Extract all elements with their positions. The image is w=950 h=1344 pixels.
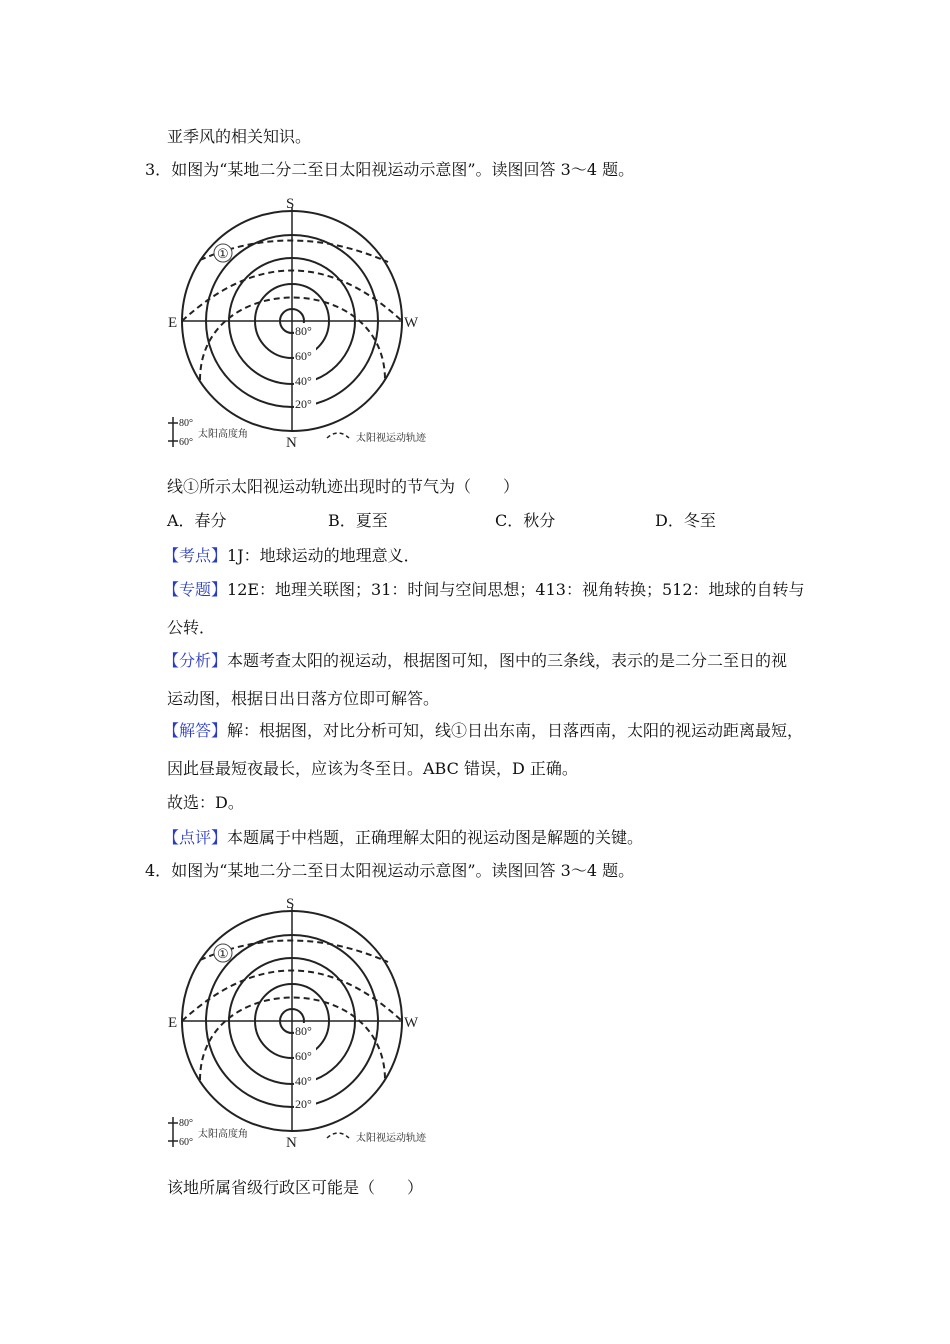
svg-text:60°: 60° <box>295 349 312 363</box>
option-c: C．秋分 <box>495 511 556 530</box>
svg-text:20°: 20° <box>295 1097 312 1111</box>
svg-text:S: S <box>286 196 295 212</box>
svg-text:80°: 80° <box>295 1024 312 1038</box>
svg-text:S: S <box>286 896 295 912</box>
svg-text:①: ① <box>217 246 229 261</box>
svg-text:N: N <box>286 1135 297 1151</box>
prev-text: 亚季风的相关知识。 <box>167 127 312 146</box>
svg-text:太阳高度角: 太阳高度角 <box>198 1129 248 1140</box>
zhuanti-cont: 公转． <box>167 618 216 637</box>
svg-text:E: E <box>168 1015 178 1031</box>
svg-text:80°: 80° <box>179 1118 193 1129</box>
dianping: 【点评】本题属于中档题，正确理解太阳的视运动图是解题的关键。 <box>163 828 644 847</box>
fenxi: 【分析】本题考查太阳的视运动，根据图可知，图中的三条线，表示的是二分二至日的视 <box>163 651 788 670</box>
jieda-cont: 因此昼最短夜最长，应该为冬至日。ABC 错误，D 正确。 <box>167 759 578 778</box>
kaodian: 【考点】1J：地球运动的地理意义． <box>163 546 420 565</box>
svg-text:N: N <box>286 435 297 451</box>
q4-question: 该地所属省级行政区可能是（ ） <box>167 1178 424 1197</box>
sun-path-diagram <box>160 890 450 1155</box>
diagram-q4 <box>160 890 450 1155</box>
svg-text:80°: 80° <box>179 418 193 429</box>
svg-text:E: E <box>168 315 178 331</box>
svg-text:60°: 60° <box>179 437 193 448</box>
svg-text:40°: 40° <box>295 1074 312 1088</box>
svg-text:60°: 60° <box>295 1049 312 1063</box>
svg-text:60°: 60° <box>179 1137 193 1148</box>
svg-text:80°: 80° <box>295 324 312 338</box>
svg-text:太阳高度角: 太阳高度角 <box>198 429 248 440</box>
option-a: A．春分 <box>167 511 227 530</box>
svg-text:W: W <box>404 315 419 331</box>
sun-path-diagram <box>160 190 450 455</box>
svg-text:40°: 40° <box>295 374 312 388</box>
q4-stem: 4．如图为“某地二分二至日太阳视运动示意图”。读图回答 3～4 题。 <box>145 861 635 880</box>
svg-text:太阳视运动轨迹: 太阳视运动轨迹 <box>356 433 426 444</box>
q3-stem: 3．如图为“某地二分二至日太阳视运动示意图”。读图回答 3～4 题。 <box>145 160 635 179</box>
legend <box>168 417 427 448</box>
option-d: D．冬至 <box>655 511 716 530</box>
diagram-q3 <box>160 190 450 455</box>
legend <box>168 1117 427 1148</box>
jieda: 【解答】解：根据图，对比分析可知，线①日出东南，日落西南，太阳的视运动距离最短， <box>163 721 804 740</box>
fenxi-cont: 运动图，根据日出日落方位即可解答。 <box>167 689 440 708</box>
svg-text:20°: 20° <box>295 397 312 411</box>
svg-text:①: ① <box>217 946 229 961</box>
svg-text:W: W <box>404 1015 419 1031</box>
q3-question: 线①所示太阳视运动轨迹出现时的节气为（ ） <box>167 477 520 496</box>
jieda-answer: 故选：D。 <box>167 793 244 812</box>
zhuanti: 【专题】12E：地理关联图；31：时间与空间思想；413：视角转换；512：地球的自转与 <box>163 580 805 599</box>
svg-text:太阳视运动轨迹: 太阳视运动轨迹 <box>356 1133 426 1144</box>
option-b: B．夏至 <box>328 511 388 530</box>
